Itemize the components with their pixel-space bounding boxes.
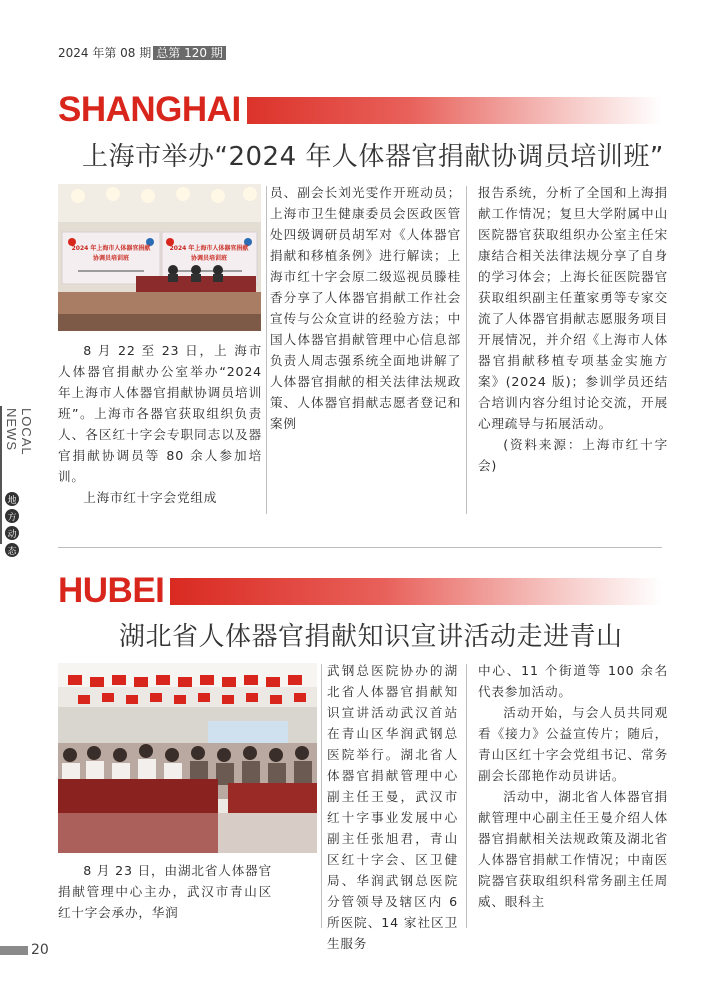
- side-tab-char: 地: [5, 492, 19, 506]
- side-tab-rule: [0, 406, 2, 544]
- photo-banner-text: 协调员培训班: [190, 255, 228, 262]
- region-title: HUBEI: [58, 571, 170, 611]
- side-tab-char: 方: [5, 509, 19, 523]
- side-tab-char: 态: [5, 543, 19, 557]
- article-photo: [58, 663, 317, 853]
- article-photo: [58, 184, 261, 331]
- region-banner-bar: [154, 578, 662, 605]
- issue-total-badge: 总第 120 期: [153, 46, 226, 60]
- issue-header: [58, 44, 226, 61]
- article-column: [478, 182, 668, 476]
- issue-number: 2024 年第 08 期: [58, 46, 152, 60]
- column-divider: [466, 186, 467, 514]
- column-divider: [266, 186, 267, 514]
- paragraph: 8 月 23 日，由湖北省人体器官捐献管理中心主办，武汉市青山区红十字会承办，华润: [58, 863, 272, 920]
- paragraph: 活动开始，与会人员共同观看《接力》公益宣传片；随后，青山区红十字会党组书记、常务副会长邵艳作动员讲话。: [478, 705, 668, 783]
- article-headline: 湖北省人体器官捐献知识宣讲活动走进青山: [119, 622, 623, 652]
- paragraph: 报告系统，分析了全国和上海捐献工作情况；复旦大学附属中山医院器官获取组织办公室主任宋康结合相关法律法规分享了自身的学习体会；上海长征医院器官获取组织副主任董家勇等专家交流了人体器官捐献志愿服务项目开展情况，并介绍《上海市人体器官捐献移植专项基金实施方案》(2024 版)；参训学员还结合培训内容分组讨论交流，开展心理疏导与拓展活动。: [478, 185, 668, 431]
- region-banner-bar: [200, 97, 662, 124]
- article-column: [327, 660, 458, 954]
- article-column: [270, 182, 461, 434]
- paragraph: 上海市红十字会党组成: [83, 490, 218, 505]
- paragraph: 活动中，湖北省人体器官捐献管理中心副主任王曼介绍人体器官捐献相关法规政策及湖北省人体器官捐献工作情况；中南医院器官获取组织科常务副主任周威、眼科主: [478, 789, 668, 909]
- column-divider: [321, 664, 322, 928]
- photo-banner-text: 2024 年上海市人体器官捐献: [169, 245, 249, 252]
- paragraph: 员、副会长刘光雯作开班动员；上海市卫生健康委员会医政医管处四级调研员胡军对《人体器官捐献和移植条例》进行解读；上海市红十字会原二级巡视员滕桂香分享了人体器官捐献工作社会宣传与公众宣讲的经验方法；中国人体器官捐献管理中心信息部负责人周志强系统全面地讲解了人体器官捐献的相关法律法规政策、人体器官捐献志愿者登记和案例: [270, 185, 461, 431]
- article-column: [478, 660, 668, 912]
- side-tab-char: 动: [5, 526, 19, 540]
- photo-banner-text: 协调员培训班: [92, 255, 130, 262]
- region-title: SHANGHAI: [58, 90, 247, 130]
- article-column: [58, 340, 262, 508]
- paragraph: 武钢总医院协办的湖北省人体器官捐献知识宣讲活动武汉首站在青山区华润武钢总医院举行。湖北省人体器官捐献管理中心副主任王曼，武汉市红十字事业发展中心副主任张旭君，青山区红十字会、区卫健局、华润武钢总医院分管领导及辖区内 6 所医院、14 家社区卫生服务: [327, 663, 458, 951]
- paragraph: 中心、11 个街道等 100 余名代表参加活动。: [478, 663, 668, 699]
- article-column: [58, 860, 272, 923]
- paragraph: 8 月 22 至 23 日，上 海市人体器官捐献办公室举办“2024 年上海市人体器官捐献协调员培训班”。上海市各器官获取组织负责人、各区红十字会专职同志以及器官捐献协调员等 80 余人参加培训。: [58, 343, 262, 484]
- page-number: 20: [31, 942, 49, 958]
- side-tab-label-cn: [5, 492, 19, 560]
- side-tab-label-en: LOCAL NEWS: [4, 408, 34, 456]
- source-note: (资料来源：上海市红十字会): [478, 437, 668, 473]
- column-divider: [466, 664, 467, 928]
- page-number-bar: [0, 946, 28, 955]
- article-headline: 上海市举办“2024 年人体器官捐献协调员培训班”: [82, 142, 664, 172]
- photo-banner-text: 2024 年上海市人体器官捐献: [71, 245, 151, 252]
- section-divider: [58, 547, 662, 548]
